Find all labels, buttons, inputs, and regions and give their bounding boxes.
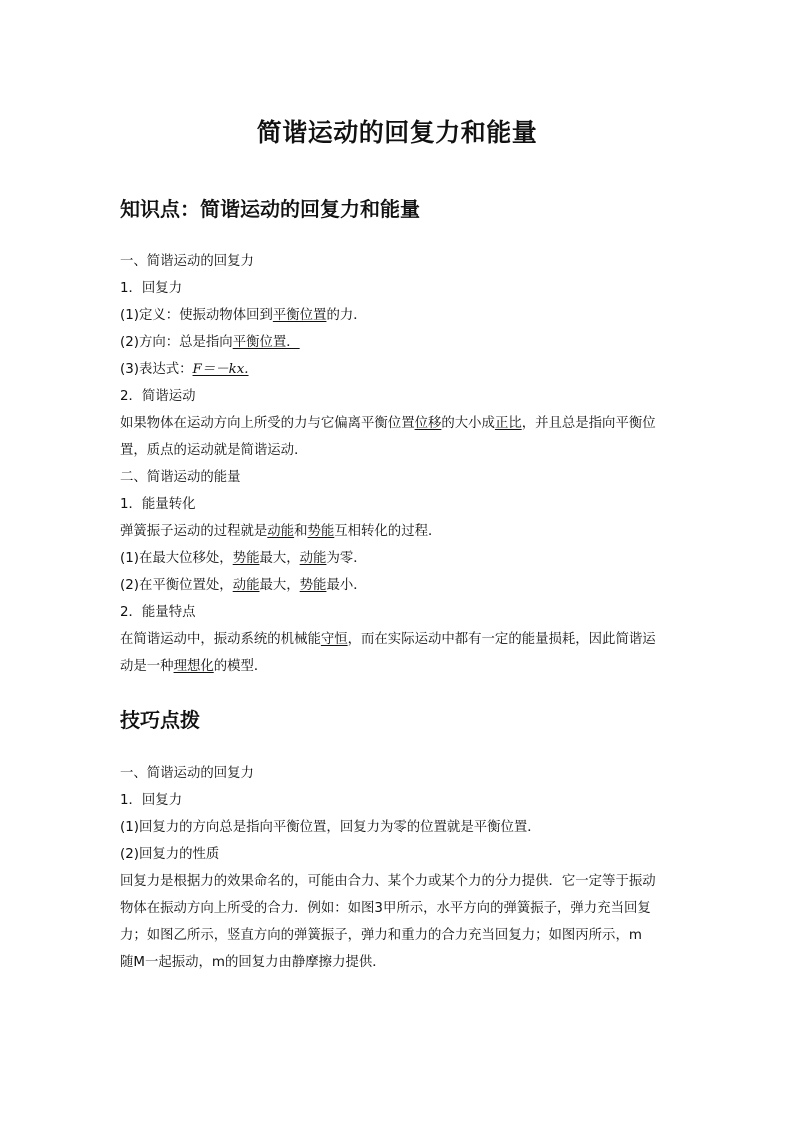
- item-heading: 1．回复力: [120, 793, 183, 808]
- section-heading-tips: 技巧点拨: [120, 708, 200, 732]
- definition-line: (1)定义：使振动物体回到平衡位置的力．: [120, 308, 367, 323]
- part-heading: 一、简谐运动的回复力: [120, 254, 254, 269]
- paragraph-line: 弹簧振子运动的过程就是动能和势能互相转化的过程．: [120, 524, 442, 539]
- paragraph-line: 物体在振动方向上所受的合力．例如：如图3甲所示，水平方向的弹簧振子，弹力充当回复: [120, 901, 651, 916]
- item-heading: 1．回复力: [120, 281, 183, 296]
- paragraph-line: 回复力是根据力的效果命名的，可能由合力、某个力或某个力的分力提供．它一定等于振动: [120, 874, 656, 889]
- paragraph-line: 置，质点的运动就是简谐运动．: [120, 443, 308, 458]
- paragraph-line: (2)回复力的性质: [120, 847, 220, 862]
- part-heading: 一、简谐运动的回复力: [120, 766, 254, 781]
- section-heading-knowledge: 知识点：简谐运动的回复力和能量: [120, 197, 420, 221]
- item-heading: 2．简谐运动: [120, 389, 196, 404]
- paragraph-line: 力；如图乙所示，竖直方向的弹簧振子，弹力和重力的合力充当回复力；如图丙所示，m: [120, 928, 642, 943]
- part-heading: 二、简谐运动的能量: [120, 470, 241, 485]
- paragraph-line: 随M一起振动，m的回复力由静摩擦力提供．: [120, 955, 386, 970]
- paragraph-line: 在简谐运动中，振动系统的机械能守恒，而在实际运动中都有一定的能量损耗，因此简谐运: [120, 632, 656, 647]
- paragraph-line: (1)在最大位移处，势能最大，动能为零．: [120, 551, 367, 566]
- item-heading: 1．能量转化: [120, 497, 196, 512]
- paragraph-line: 如果物体在运动方向上所受的力与它偏离平衡位置位移的大小成正比，并且总是指向平衡位: [120, 416, 656, 431]
- item-heading: 2．能量特点: [120, 605, 196, 620]
- document-title: 简谐运动的回复力和能量: [256, 118, 538, 147]
- paragraph-line: (1)回复力的方向总是指向平衡位置，回复力为零的位置就是平衡位置．: [120, 820, 541, 835]
- paragraph-line: 动是一种理想化的模型．: [120, 659, 268, 674]
- paragraph-line: (2)在平衡位置处，动能最大，势能最小．: [120, 578, 367, 593]
- formula: F＝－kx.: [192, 362, 249, 377]
- expression-line: (3)表达式：F＝－kx.: [120, 362, 249, 377]
- direction-line: (2)方向：总是指向平衡位置．: [120, 335, 300, 350]
